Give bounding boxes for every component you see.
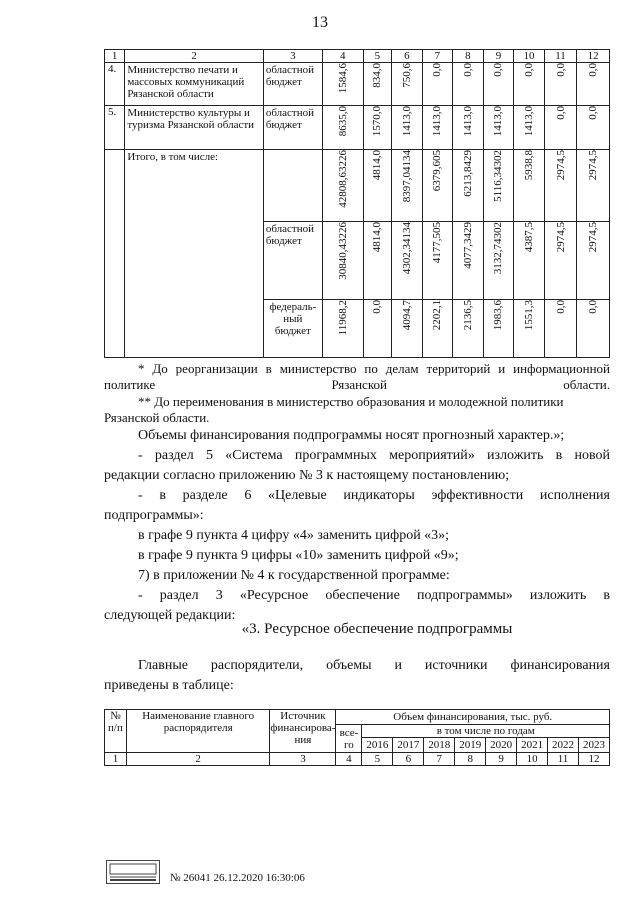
value-text: 1413,0: [461, 106, 474, 137]
value-cell: [322, 106, 363, 150]
value-text: 1413,0: [431, 106, 444, 137]
value-text: 4077,3429: [461, 222, 474, 269]
total-label: Итого, в том числе:: [125, 150, 263, 358]
value-cell: [514, 222, 545, 300]
table-header-row: [105, 50, 610, 63]
value-cell: [392, 63, 423, 106]
value-cell: [422, 150, 453, 222]
paragraph: - в разделе 6 «Целевые индикаторы эффективности исполнения: [138, 488, 610, 503]
column-number: 9: [486, 753, 517, 766]
value-cell: [514, 300, 545, 358]
column-number: 8: [455, 753, 486, 766]
value-text: 4094,7: [400, 300, 413, 331]
column-number: 3: [270, 753, 336, 766]
value-cell: [363, 106, 392, 150]
page-number: 13: [312, 14, 328, 31]
value-cell: [422, 106, 453, 150]
header-cell: 4: [322, 50, 363, 63]
value-text: 30840,43226: [336, 222, 349, 280]
value-cell: [392, 150, 423, 222]
intro-line-2: приведены в таблице:: [104, 678, 234, 693]
header-cell: 1: [105, 50, 125, 63]
table-row: [105, 106, 610, 150]
value-text: 2974,5: [587, 150, 600, 181]
year-cell: 2017: [393, 738, 424, 753]
intro-line-1: Главные распорядители, объемы и источники финансирования: [138, 658, 610, 673]
value-cell: [363, 222, 392, 300]
empty-cell: [105, 150, 125, 358]
col-by-years: в том числе по годам: [362, 725, 610, 738]
paragraph: 7) в приложении № 4 к государственной программе:: [138, 568, 450, 583]
value-text: 0,0: [554, 106, 567, 120]
value-text: 4814,0: [371, 150, 384, 181]
column-number: 10: [517, 753, 548, 766]
col-num: № п/п: [105, 710, 127, 753]
column-number: 11: [548, 753, 579, 766]
value-text: 0,0: [492, 63, 505, 77]
row-number: 4.: [105, 63, 125, 106]
value-text: 0,0: [587, 300, 600, 314]
value-cell: [322, 300, 363, 358]
value-cell: [453, 222, 484, 300]
ministry-name: Министерство печати и массовых коммуникаций Рязанской области: [125, 63, 263, 106]
value-text: 0,0: [554, 300, 567, 314]
paragraph: - раздел 3 «Ресурсное обеспечение подпрограммы» изложить в: [138, 588, 610, 603]
col-name: Наименование главного распорядителя: [126, 710, 270, 753]
value-text: 0,0: [587, 63, 600, 77]
column-number: 4: [336, 753, 362, 766]
value-text: 5116,34302: [492, 150, 505, 202]
value-text: 4814,0: [371, 222, 384, 253]
funding-source: областной бюджет: [263, 222, 322, 300]
paragraph: в графе 9 пункта 4 цифру «4» заменить цифрой «3»;: [138, 528, 450, 543]
funding-source: [263, 150, 322, 222]
value-text: 42808,63226: [336, 150, 349, 208]
value-text: 2136,5: [461, 300, 474, 331]
value-text: 4387,5: [522, 222, 535, 253]
value-text: 1551,3: [522, 300, 535, 331]
value-cell: [363, 300, 392, 358]
value-cell: [453, 106, 484, 150]
year-cell: 2020: [486, 738, 517, 753]
value-cell: [483, 150, 514, 222]
funding-source: областной бюджет: [263, 106, 322, 150]
paragraph: подпрограммы»:: [104, 508, 204, 523]
column-number: 2: [126, 753, 270, 766]
col-volume: Объем финансирования, тыс. руб.: [336, 710, 610, 725]
value-cell: [577, 150, 610, 222]
value-cell: [322, 150, 363, 222]
year-cell: 2016: [362, 738, 393, 753]
value-cell: [544, 63, 577, 106]
header-cell: 8: [453, 50, 484, 63]
value-cell: [577, 222, 610, 300]
value-cell: [483, 300, 514, 358]
value-cell: [453, 300, 484, 358]
value-text: 4302,34134: [400, 222, 413, 275]
value-text: 5938,8: [522, 150, 535, 181]
value-cell: [514, 63, 545, 106]
header-cell: 12: [577, 50, 610, 63]
year-cell: 2019: [455, 738, 486, 753]
value-text: 6213,8429: [461, 150, 474, 197]
header-cell: 9: [483, 50, 514, 63]
value-cell: [322, 222, 363, 300]
registration-stamp: № 26041 26.12.2020 16:30:06: [170, 872, 305, 884]
value-text: 2974,5: [554, 222, 567, 253]
stamp-logo: [106, 860, 160, 884]
value-cell: [392, 106, 423, 150]
column-number: 5: [362, 753, 393, 766]
value-cell: [483, 222, 514, 300]
value-text: 4177,505: [431, 222, 444, 264]
value-text: 834,0: [371, 63, 384, 88]
value-text: 750,6: [400, 63, 413, 88]
value-text: 3132,74302: [492, 222, 505, 275]
row-number: 5.: [105, 106, 125, 150]
value-cell: [322, 63, 363, 106]
value-cell: [483, 106, 514, 150]
header-cell: 7: [422, 50, 453, 63]
year-cell: 2018: [424, 738, 455, 753]
value-text: 0,0: [587, 106, 600, 120]
value-cell: [453, 150, 484, 222]
column-number: 12: [578, 753, 609, 766]
value-text: 1570,0: [371, 106, 384, 137]
header-cell: 3: [263, 50, 322, 63]
value-text: 2974,5: [554, 150, 567, 181]
total-row: [105, 150, 610, 222]
funding-source: областной бюджет: [263, 63, 322, 106]
value-cell: [422, 222, 453, 300]
value-cell: [544, 150, 577, 222]
value-cell: [514, 150, 545, 222]
section-title: «3. Ресурсное обеспечение подпрограммы: [241, 621, 513, 637]
resource-table-header: [104, 709, 610, 766]
column-number: 6: [393, 753, 424, 766]
col-source: Источник финансирова-ния: [270, 710, 336, 753]
value-text: 0,0: [461, 63, 474, 77]
column-number: 1: [105, 753, 127, 766]
value-cell: [514, 106, 545, 150]
footnote-1: * До реорганизации в министерство по делам территорий и информационной политике Рязанской области.: [104, 361, 610, 392]
paragraph: следующей редакции:: [104, 608, 236, 623]
value-cell: [544, 300, 577, 358]
value-cell: [483, 63, 514, 106]
value-cell: [363, 150, 392, 222]
value-cell: [544, 106, 577, 150]
table-row: [105, 63, 610, 106]
value-cell: [422, 63, 453, 106]
value-cell: [577, 300, 610, 358]
value-cell: [577, 106, 610, 150]
year-cell: 2023: [578, 738, 609, 753]
value-text: 1413,0: [492, 106, 505, 137]
paragraph: редакции согласно приложению № 3 к настоящему постановлению;: [104, 468, 510, 483]
paragraph: в графе 9 пункта 9 цифры «10» заменить цифрой «9»;: [138, 548, 459, 563]
value-text: 8397,04134: [400, 150, 413, 203]
funding-source: федераль-ный бюджет: [263, 300, 322, 358]
value-cell: [392, 222, 423, 300]
value-text: 2202,1: [431, 300, 444, 331]
value-text: 2974,5: [587, 222, 600, 253]
header-cell: 5: [363, 50, 392, 63]
value-text: 0,0: [371, 300, 384, 314]
year-cell: 2021: [517, 738, 548, 753]
value-cell: [577, 63, 610, 106]
value-cell: [363, 63, 392, 106]
paragraph: Объемы финансирования подпрограммы носят прогнозный характер.»;: [138, 428, 565, 443]
value-text: 11968,2: [336, 300, 349, 336]
financing-table-continued: [104, 49, 610, 358]
value-cell: [392, 300, 423, 358]
paragraph: - раздел 5 «Система программных мероприятий» изложить в новой: [138, 448, 610, 463]
value-text: 1983,6: [492, 300, 505, 331]
value-text: 0,0: [431, 63, 444, 77]
col-total: все-го: [336, 725, 362, 753]
header-cell: 11: [544, 50, 577, 63]
value-text: 6379,605: [431, 150, 444, 192]
year-cell: 2022: [548, 738, 579, 753]
value-text: 0,0: [522, 63, 535, 77]
value-text: 1413,0: [522, 106, 535, 137]
value-text: 1413,0: [400, 106, 413, 137]
header-cell: 10: [514, 50, 545, 63]
value-text: 1584,6: [336, 63, 349, 94]
ministry-name: Министерство культуры и туризма Рязанской области: [125, 106, 263, 150]
value-text: 0,0: [554, 63, 567, 77]
value-text: 8635,0: [336, 106, 349, 137]
value-cell: [544, 222, 577, 300]
column-number: 7: [424, 753, 455, 766]
header-cell: 2: [125, 50, 263, 63]
value-cell: [453, 63, 484, 106]
footnote-2: ** До переименования в министерство образования и молодежной политики Рязанской области.: [104, 394, 564, 425]
value-cell: [422, 300, 453, 358]
header-cell: 6: [392, 50, 423, 63]
